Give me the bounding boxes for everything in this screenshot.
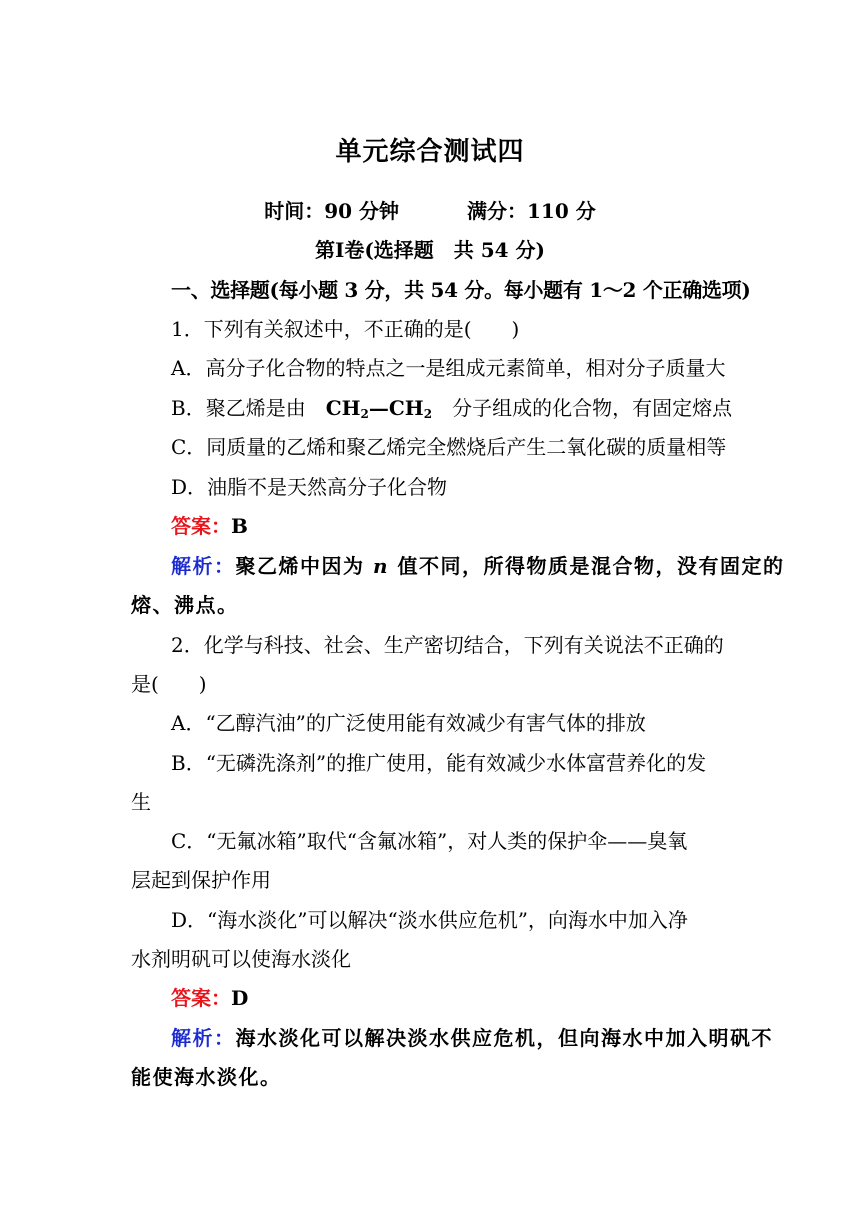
q2-answer-value: D [231, 986, 249, 1010]
q1-option-a: A．高分子化合物的特点之一是组成元素简单，相对分子质量大 [171, 356, 726, 380]
q1-option-c: C．同质量的乙烯和聚乙烯完全燃烧后产生二氧化碳的质量相等 [171, 435, 727, 459]
q1-stem: 1．下列有关叙述中，不正确的是( ) [171, 317, 520, 341]
q1-explanation-text-b: 值不同，所得物质是混合物，没有固定的 [389, 554, 785, 578]
q1-explanation-label: 解析： [171, 554, 236, 578]
volume-heading: 第Ⅰ卷(选择题 共 54 分) [314, 238, 546, 262]
q1-option-b-post: 分子组成的化合物，有固定熔点 [432, 396, 733, 420]
q2-answer-label: 答案： [171, 986, 231, 1010]
q1-option-b-formula: $CH_2—CH_2$ [325, 396, 433, 421]
q2-option-b-line1: B．“无磷洗涤剂”的推广使用，能有效减少水体富营养化的发 [171, 751, 707, 775]
q2-option-b-line2: 生 [131, 790, 151, 814]
q2-option-c-line2: 层起到保护作用 [131, 868, 271, 892]
q2-option-c-line1: C．“无氟冰箱”取代“含氟冰箱”，对人类的保护伞——臭氧 [171, 829, 688, 853]
time-limit: 时间：90 分钟 [264, 199, 400, 223]
q1-explanation-line2: 熔、沸点。 [131, 593, 239, 617]
q2-explanation-text: 海水淡化可以解决淡水供应危机，但向海水中加入明矾不 [235, 1026, 773, 1050]
q1-option-d: D．油脂不是天然高分子化合物 [171, 475, 448, 499]
q1-explanation [0, 549, 860, 583]
q2-explanation-label: 解析： [171, 1026, 236, 1050]
q2-explanation [0, 1021, 860, 1055]
q1-option-b-pre: B．聚乙烯是由 [171, 396, 326, 420]
q1-answer-label: 答案： [171, 514, 231, 538]
full-score: 满分：110 分 [467, 199, 596, 223]
q1-option-b [0, 391, 860, 425]
q2-option-d-line1: D．“海水淡化”可以解决“淡水供应危机”，向海水中加入净 [171, 908, 688, 932]
q2-stem-line2: 是( ) [131, 672, 207, 696]
q2-option-a: A．“乙醇汽油”的广泛使用能有效减少有害气体的排放 [171, 711, 646, 735]
q2-option-d-line2: 水剂明矾可以使海水淡化 [131, 947, 351, 971]
page-title: 单元综合测试四 [335, 137, 525, 167]
section-heading: 一、选择题(每小题 3 分，共 54 分。每小题有 1～2 个正确选项) [171, 278, 751, 302]
exam-meta [0, 194, 860, 228]
q1-explanation-text-a: 聚乙烯中因为 [235, 554, 373, 578]
q2-answer [0, 981, 860, 1015]
q2-stem-line1: 2．化学与科技、社会、生产密切结合，下列有关说法不正确的 [171, 633, 724, 657]
q1-answer-value: B [231, 514, 248, 538]
q2-explanation-line2: 能使海水淡化。 [131, 1065, 282, 1089]
q1-answer [0, 509, 860, 543]
q1-explanation-var: n [372, 554, 390, 578]
